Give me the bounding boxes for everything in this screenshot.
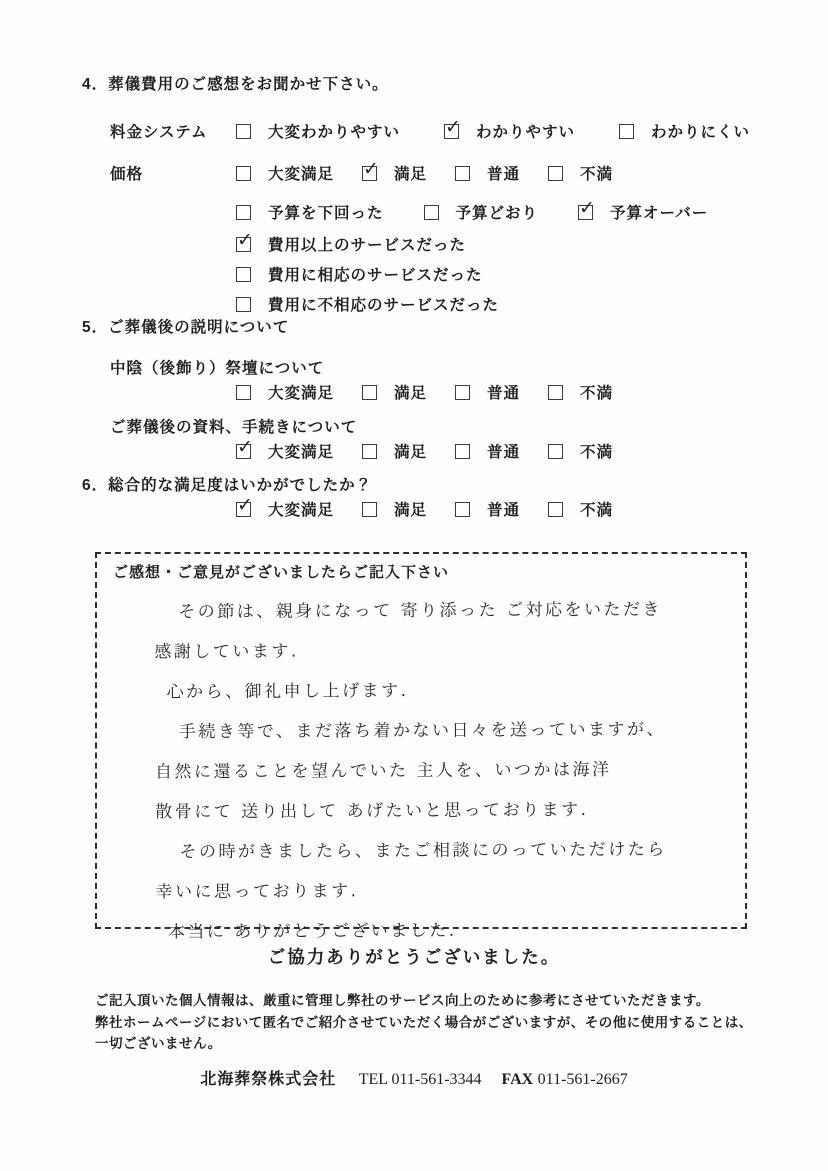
checkbox-satisfied[interactable] [362, 166, 377, 181]
tel-contact [359, 1071, 486, 1088]
option-label: 不満 [580, 385, 614, 402]
checkbox-average[interactable] [455, 166, 470, 181]
handwritten-comments [96, 580, 746, 951]
option-label: 大変満足 [268, 444, 335, 461]
q5-paperwork-label: ご葬儀後の資料、手続きについて [110, 419, 358, 436]
q4-fee-system-option-1 [236, 120, 400, 142]
handwritten-line: 手続き等で、まだ落ち着かない日々を送っていますが、 [178, 719, 667, 743]
q4-price-option-1 [236, 162, 334, 184]
checkbox-satisfied[interactable] [362, 444, 377, 459]
checkbox-average[interactable] [455, 502, 470, 517]
checkbox-on-budget[interactable] [424, 205, 439, 220]
checkbox-dissatisfied[interactable] [548, 444, 563, 459]
company-name: 北海葬祭株式会社 [200, 1071, 337, 1088]
checkbox-average[interactable] [455, 444, 470, 459]
handwritten-line: 自然に還ることを望んでいた 主人を、いつかは海洋 [154, 760, 612, 783]
checkbox-dissatisfied[interactable] [548, 385, 563, 400]
option-label: 不満 [580, 166, 614, 183]
handwritten-line: 感謝しています. [154, 641, 299, 663]
question-4-heading: 4．葬儀費用のご感想をお聞かせ下さい。 [82, 76, 389, 93]
q4-service-value-option-1 [236, 233, 499, 255]
q5-altar-option-3 [455, 381, 520, 403]
q4-price-option-3 [455, 162, 520, 184]
fax-label: FAX [501, 1071, 534, 1088]
checkbox-very-satisfied[interactable] [236, 502, 251, 517]
checkbox-under-budget[interactable] [236, 205, 251, 220]
option-label: 満足 [394, 444, 428, 461]
q4-budget-option-2 [424, 201, 539, 223]
q4-price-option-4 [548, 162, 613, 184]
q5-altar-option-2 [362, 381, 427, 403]
checkbox-service-matches-cost[interactable] [236, 267, 251, 282]
q4-service-value-option-2 [236, 263, 499, 285]
q4-service-value-stack [236, 233, 499, 323]
option-label: 予算どおり [455, 205, 539, 222]
checkbox-very-easy-to-understand[interactable] [236, 124, 251, 139]
q4-fee-system-option-3 [619, 120, 750, 142]
privacy-notice [95, 990, 755, 1055]
tel-number: 011-561-3344 [391, 1071, 482, 1088]
option-label: 大変わかりやすい [268, 124, 401, 141]
option-label: 予算オーバー [610, 205, 709, 222]
option-label: 満足 [394, 385, 428, 402]
handwritten-line: 本当に ありがとうございました. [167, 920, 457, 943]
q4-fee-system-row [110, 120, 750, 142]
q5-paperwork-option-4 [548, 440, 613, 462]
q4-fee-system-option-2 [444, 120, 575, 142]
checkbox-easy-to-understand[interactable] [444, 124, 459, 139]
comments-box-header: ご感想・ご意見がございましたらご記入下さい [113, 564, 450, 581]
handwritten-line: 幸いに思っております. [155, 881, 359, 903]
option-label: 不満 [580, 502, 614, 519]
question-5-heading: 5．ご葬儀後の説明について [82, 319, 290, 336]
checkbox-dissatisfied[interactable] [548, 166, 563, 181]
q6-overall-option-3 [455, 498, 520, 520]
option-label: 費用に相応のサービスだった [268, 267, 483, 284]
comments-box[interactable] [95, 552, 747, 943]
option-label: 普通 [487, 385, 521, 402]
thanks-message: ご協力ありがとうございました。 [267, 947, 561, 967]
option-label: 普通 [487, 502, 521, 519]
fax-number: 011-561-2667 [537, 1071, 628, 1088]
option-label: 費用に不相応のサービスだった [268, 297, 500, 314]
checkbox-dissatisfied[interactable] [548, 502, 563, 517]
q5-paperwork-option-1 [236, 440, 334, 462]
checkbox-very-satisfied[interactable] [236, 166, 251, 181]
option-label: わかりやすい [476, 124, 576, 141]
checkbox-hard-to-understand[interactable] [619, 124, 634, 139]
company-contact-line [0, 1066, 828, 1089]
option-label: 満足 [394, 166, 428, 183]
q5-paperwork-option-2 [362, 440, 427, 462]
privacy-line: 弊社ホームページにおいて匿名でご紹介させていただく場合がございますが、その他に使用することは、 [95, 1014, 753, 1030]
checkbox-very-satisfied[interactable] [236, 444, 251, 459]
handwritten-line: その時がきましたら、またご相談にのっていただけたら [179, 839, 667, 863]
q4-budget-option-3 [578, 201, 708, 223]
option-label: 不満 [580, 444, 614, 461]
checkbox-satisfied[interactable] [362, 502, 377, 517]
handwritten-line: 心から、御礼申し上げます. [166, 681, 409, 703]
checkbox-service-above-cost[interactable] [236, 237, 251, 252]
option-label: 普通 [487, 444, 521, 461]
question-6-heading: 6．総合的な満足度はいかがでしたか？ [82, 477, 373, 494]
q4-price-option-2 [362, 162, 427, 184]
privacy-line: ご記入頂いた個人情報は、厳重に管理し弊社のサービス向上のために参考にさせていただきます。 [95, 993, 710, 1008]
checkbox-service-below-cost[interactable] [236, 297, 251, 312]
tel-label: TEL [358, 1071, 388, 1088]
checkbox-satisfied[interactable] [362, 385, 377, 400]
q5-altar-option-1 [236, 381, 334, 403]
q4-price-label: 価格 [110, 166, 144, 183]
handwritten-line: 散骨にて 送り出して あげたいと思っております. [155, 800, 589, 823]
q6-overall-option-4 [548, 498, 613, 520]
q4-fee-system-label: 料金システム [110, 124, 208, 141]
q4-budget-row [236, 201, 708, 223]
handwritten-line: その節は、親身になって 寄り添った ご対応をいただき [178, 599, 663, 623]
q4-price-row [110, 162, 613, 184]
option-label: 大変満足 [268, 166, 335, 183]
checkbox-average[interactable] [455, 385, 470, 400]
q4-service-value-option-3 [236, 293, 499, 315]
option-label: 予算を下回った [268, 205, 384, 222]
option-label: 費用以上のサービスだった [268, 237, 467, 254]
q5-altar-option-4 [548, 381, 613, 403]
option-label: 普通 [487, 166, 521, 183]
option-label: 大変満足 [268, 385, 335, 402]
q5-paperwork-option-3 [455, 440, 520, 462]
q5-altar-row [236, 381, 613, 403]
option-label: 大変満足 [268, 502, 335, 519]
checkbox-very-satisfied[interactable] [236, 385, 251, 400]
q6-overall-row [236, 498, 613, 520]
q4-budget-option-1 [236, 201, 384, 223]
privacy-line: 一切ございません。 [95, 1036, 222, 1051]
checkbox-over-budget[interactable] [578, 205, 593, 220]
q6-overall-option-1 [236, 498, 334, 520]
option-label: 満足 [394, 502, 428, 519]
q5-altar-label: 中陰（後飾り）祭壇について [110, 360, 325, 377]
q5-paperwork-row [236, 440, 613, 462]
option-label: わかりにくい [651, 124, 751, 141]
q6-overall-option-2 [362, 498, 427, 520]
